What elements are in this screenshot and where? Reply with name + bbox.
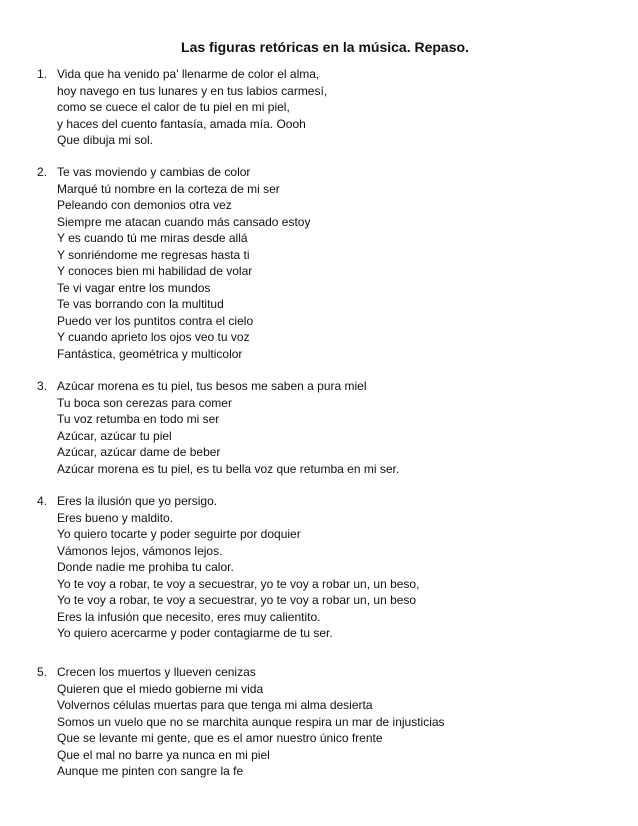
lyric-line: Peleando con demonios otra vez [57, 198, 232, 212]
section-number: 2. [37, 165, 48, 179]
lyric-line: Marqué tú nombre en la corteza de mi ser [57, 181, 280, 196]
lyric-line: Donde nadie me prohiba tu calor. [57, 560, 234, 574]
lyric-line: hoy navego en tus lunares y en tus labios carmesí, [57, 83, 328, 98]
lyric-line: Eres la ilusión que yo persigo. [57, 494, 218, 508]
lyric-line: Que dibuja mi sol. [57, 133, 154, 147]
section-number: 1. [37, 67, 48, 81]
lyrics-lines [57, 664, 445, 780]
section-number: 5. [37, 665, 48, 679]
lyric-line: Eres bueno y maldito. [57, 510, 174, 525]
lyric-line: Fantástica, geométrica y multicolor [57, 346, 243, 361]
lyric-line: Puedo ver los puntitos contra el cielo [57, 313, 254, 328]
lyric-line: Yo te voy a robar, te voy a secuestrar, yo te voy a robar un, un beso, [57, 576, 420, 591]
section-number: 3. [37, 379, 48, 393]
lyric-line: Tu boca son cerezas para comer [57, 395, 232, 410]
lyrics-lines [57, 66, 327, 149]
lyric-line: Yo quiero acercarme y poder contagiarme de tu ser. [57, 626, 333, 640]
lyric-line: Azúcar morena es tu piel, tus besos me saben a pura miel [57, 379, 367, 393]
lyric-line: Que el mal no barre ya nunca en mi piel [57, 747, 270, 762]
lyric-line: Vida que ha venido pa' llenarme de color el alma, [57, 67, 320, 81]
lyric-line: Te vi vagar entre los mundos [57, 280, 211, 295]
lyric-line: Te vas borrando con la multitud [57, 297, 224, 311]
lyric-line: Azúcar, azúcar dame de beber [57, 445, 221, 459]
lyrics-lines [57, 164, 310, 362]
lyric-line: Crecen los muertos y llueven cenizas [57, 665, 256, 679]
lyric-line: Y es cuando tú me miras desde allá [57, 231, 248, 245]
lyric-line: Tu voz retumba en todo mi ser [57, 412, 220, 426]
lyric-line: Somos un vuelo que no se marchita aunque respira un mar de injusticias [57, 714, 445, 729]
lyric-line: Eres la infusión que necesito, eres muy calientito. [57, 609, 321, 624]
lyric-line: y haces del cuento fantasía, amada mía. Oooh [57, 116, 306, 131]
lyric-line: como se cuece el calor de tu piel en mi piel, [57, 100, 290, 114]
lyric-line: Que se levante mi gente, que es el amor nuestro único frente [57, 731, 383, 745]
lyric-line: Yo te voy a robar, te voy a secuestrar, yo te voy a robar un, un beso [57, 593, 417, 607]
lyrics-lines [57, 493, 419, 642]
lyric-line: Azúcar morena es tu piel, es tu bella voz que retumba en mi ser. [57, 461, 400, 476]
lyrics-lines [57, 378, 399, 477]
lyric-line: Yo quiero tocarte y poder seguirte por doquier [57, 527, 301, 541]
lyric-line: Azúcar, azúcar tu piel [57, 428, 172, 443]
lyric-line: Quieren que el miedo gobierne mi vida [57, 681, 264, 696]
lyric-line: Volvernos células muertas para que tenga mi alma desierta [57, 698, 373, 712]
lyric-line: Aunque me pinten con sangre la fe [57, 764, 244, 778]
lyric-line: Y conoces bien mi habilidad de volar [57, 264, 253, 278]
lyric-line: Siempre me atacan cuando más cansado estoy [57, 214, 311, 229]
lyric-line: Te vas moviendo y cambias de color [57, 165, 251, 179]
lyric-line: Vámonos lejos, vámonos lejos. [57, 543, 223, 558]
document-title: Las figuras retóricas en la música. Repaso. [181, 39, 469, 55]
lyric-line: Y cuando aprieto los ojos veo tu voz [57, 330, 250, 344]
lyric-line: Y sonriéndome me regresas hasta ti [57, 247, 250, 262]
section-number: 4. [37, 494, 48, 508]
